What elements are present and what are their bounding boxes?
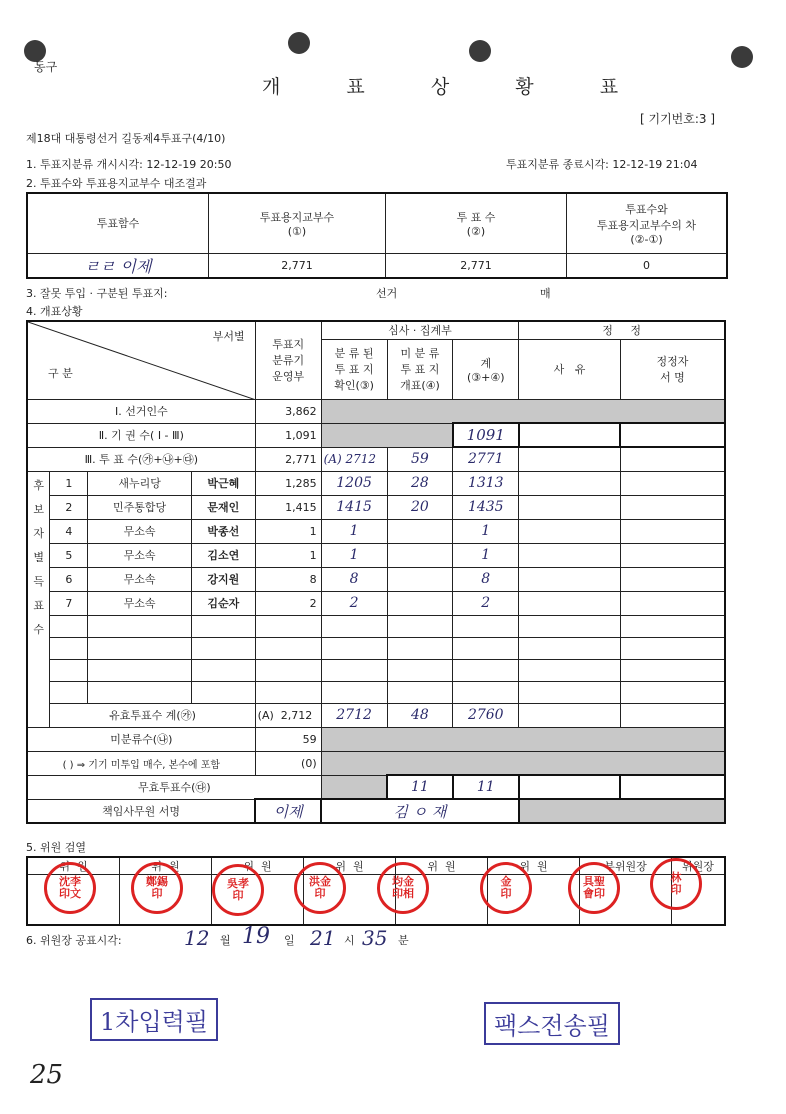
candidate-count: 1,415	[255, 495, 321, 519]
ballot-box-header: 투표함수	[27, 193, 209, 253]
section-3-title: 3. 잘못 투입 · 구분된 투표지:	[26, 287, 168, 300]
section-3-unit: 매	[540, 287, 551, 300]
committee-label: 위 원	[120, 857, 212, 875]
candidate-name: 강지원	[191, 567, 255, 591]
section-3-election: 선거	[376, 287, 398, 300]
start-time: 1. 투표지분류 개시시각: 12-12-19 20:50	[26, 158, 232, 171]
candidate-classified: 1415	[321, 495, 387, 519]
valid-total: 2760	[453, 703, 519, 727]
clerk-signature-1: 이제	[255, 799, 321, 823]
note-value: (0)	[255, 751, 321, 775]
clerk-signature-2: 김 ㅇ 재	[321, 799, 519, 823]
first-input-stamp: 1차입력필	[90, 998, 218, 1041]
candidate-party: 새누리당	[88, 471, 192, 495]
section-4-title: 4. 개표상황	[26, 305, 83, 318]
candidate-classified: 8	[321, 567, 387, 591]
announce-hour: 21	[310, 926, 336, 950]
announce-minute: 35	[362, 926, 388, 950]
votes-label: Ⅲ. 투 표 수(㉮+㉯+㉰)	[27, 447, 255, 471]
candidate-number: 6	[50, 567, 88, 591]
candidate-name: 문재인	[191, 495, 255, 519]
candidate-unclassified	[387, 567, 453, 591]
difference-header: 투표수와 투표용지교부수의 차 (②-①)	[567, 193, 728, 253]
candidate-name: 박근혜	[191, 471, 255, 495]
candidate-count: 8	[255, 567, 321, 591]
seal-stamp: 鄭錫 印	[131, 862, 183, 914]
candidate-unclassified	[387, 591, 453, 615]
announce-month: 12	[184, 926, 210, 950]
election-name: 제18대 대통령선거 길동제4투표구(4/10)	[26, 132, 226, 145]
district-label: 동구	[34, 60, 58, 74]
classified-header: 분 류 된 투 표 지 확인(③)	[321, 339, 387, 399]
issued-value: 2,771	[209, 253, 386, 278]
committee-label: 위 원	[304, 857, 396, 875]
candidate-total: 2	[453, 591, 519, 615]
clerk-signature-label: 책임사무원 서명	[27, 799, 255, 823]
candidate-count: 1	[255, 543, 321, 567]
punch-hole	[288, 32, 310, 54]
section-2-title: 2. 투표수와 투표용지교부수 대조결과	[26, 177, 207, 190]
votes-value: 2,771	[255, 447, 321, 471]
seal-stamp: 具聖 會印	[568, 862, 620, 914]
candidate-total: 1313	[453, 471, 519, 495]
voters-value: 3,862	[255, 399, 321, 423]
abstain-value: 1,091	[255, 423, 321, 447]
committee-label: 위원장	[672, 857, 726, 875]
announce-month-unit: 월	[220, 934, 231, 947]
candidate-unclassified	[387, 543, 453, 567]
votes-header: 투 표 수 (②)	[386, 193, 567, 253]
correction-header: 정 정	[519, 321, 725, 339]
invalid-total: 11	[453, 775, 519, 799]
candidate-party: 무소속	[88, 567, 192, 591]
candidate-total: 1	[453, 543, 519, 567]
candidate-number: 2	[50, 495, 88, 519]
machine-number: [ 기기번호:3 ]	[640, 112, 716, 126]
votes-value: 2,771	[386, 253, 567, 278]
candidate-number: 5	[50, 543, 88, 567]
committee-label: 부위원장	[580, 857, 672, 875]
section-5-title: 5. 위원 검열	[26, 841, 86, 854]
seal-stamp: 林 印	[650, 858, 702, 910]
invalid-unclassified: 11	[387, 775, 453, 799]
votes-unclassified: 59	[387, 447, 453, 471]
candidate-unclassified: 20	[387, 495, 453, 519]
seal-stamp: 吳孝 印	[212, 864, 264, 916]
unclassified-header: 미 분 류 투 표 지 개표(④)	[387, 339, 453, 399]
note-label: ( ) ⇒ 기기 미투입 매수, 본수에 포함	[27, 751, 255, 775]
invalid-votes-label: 무효투표수(㉰)	[27, 775, 321, 799]
end-time: 투표지분류 종료시각: 12-12-19 21:04	[506, 158, 698, 171]
committee-label: 위 원	[396, 857, 488, 875]
announce-hour-unit: 시	[344, 934, 355, 947]
candidate-name: 박종선	[191, 519, 255, 543]
candidate-number: 4	[50, 519, 88, 543]
valid-votes-value: (A) 2,712	[255, 703, 321, 727]
candidate-classified: 1	[321, 519, 387, 543]
announce-day: 19	[242, 924, 270, 949]
fax-sent-stamp: 팩스전송필	[484, 1002, 620, 1045]
page-number: 25	[30, 1060, 64, 1090]
abstain-total: 1091	[453, 423, 519, 447]
punch-hole	[469, 40, 491, 62]
candidate-classified: 1	[321, 543, 387, 567]
corrector-header: 정정자 서 명	[620, 339, 725, 399]
candidate-count: 1,285	[255, 471, 321, 495]
issued-header: 투표용지교부수 (①)	[209, 193, 386, 253]
candidate-name: 김소연	[191, 543, 255, 567]
candidate-total: 1435	[453, 495, 519, 519]
committee-label: 위 원	[488, 857, 580, 875]
announce-day-unit: 일	[284, 934, 295, 947]
candidate-classified: 1205	[321, 471, 387, 495]
committee-label: 위 원	[27, 857, 120, 875]
punch-hole	[731, 46, 753, 68]
difference-value: 0	[567, 253, 728, 278]
page-title: 개 표 상 황 표	[262, 76, 637, 98]
review-header: 심사 · 집계부	[321, 321, 519, 339]
seal-stamp: 金 印	[480, 862, 532, 914]
candidate-number: 1	[50, 471, 88, 495]
ballot-comparison-table	[26, 192, 728, 279]
votes-classified: (A) 2712	[321, 447, 387, 471]
announce-minute-unit: 분	[398, 934, 409, 947]
seal-stamp: 沈李 印文	[44, 862, 96, 914]
total-header: 계 (③+④)	[453, 339, 519, 399]
candidate-party: 민주통합당	[88, 495, 192, 519]
sorter-header: 투표지 분류기 운영부	[255, 321, 321, 399]
valid-classified: 2712	[321, 703, 387, 727]
seal-stamp: 洪金 印	[294, 862, 346, 914]
candidate-party: 무소속	[88, 591, 192, 615]
candidate-name: 김순자	[191, 591, 255, 615]
category-header: 부서별 구 분	[27, 321, 255, 399]
voters-label: Ⅰ. 선거인수	[27, 399, 255, 423]
section-6-title: 6. 위원장 공표시각:	[26, 934, 122, 947]
candidate-party: 무소속	[88, 543, 192, 567]
abstain-label: Ⅱ. 기 권 수( Ⅰ - Ⅲ)	[27, 423, 255, 447]
reason-header: 사 유	[519, 339, 621, 399]
unclassified-value: 59	[255, 727, 321, 751]
candidate-total: 8	[453, 567, 519, 591]
candidate-unclassified	[387, 519, 453, 543]
candidate-classified: 2	[321, 591, 387, 615]
candidate-count: 2	[255, 591, 321, 615]
votes-total: 2771	[453, 447, 519, 471]
candidate-party: 무소속	[88, 519, 192, 543]
seal-stamp: 均金 印相	[377, 862, 429, 914]
candidate-total: 1	[453, 519, 519, 543]
count-status-table	[26, 320, 726, 824]
candidate-count: 1	[255, 519, 321, 543]
candidate-side-label: 후 보 자 별 득 표 수	[27, 471, 50, 727]
valid-unclassified: 48	[387, 703, 453, 727]
valid-votes-label: 유효투표수 계(㉮)	[50, 703, 255, 727]
candidate-number: 7	[50, 591, 88, 615]
committee-label: 위 원	[212, 857, 304, 875]
unclassified-label: 미분류수(㉯)	[27, 727, 255, 751]
ballot-box-signature: ㄹㄹ 이제	[27, 253, 209, 278]
candidate-unclassified: 28	[387, 471, 453, 495]
